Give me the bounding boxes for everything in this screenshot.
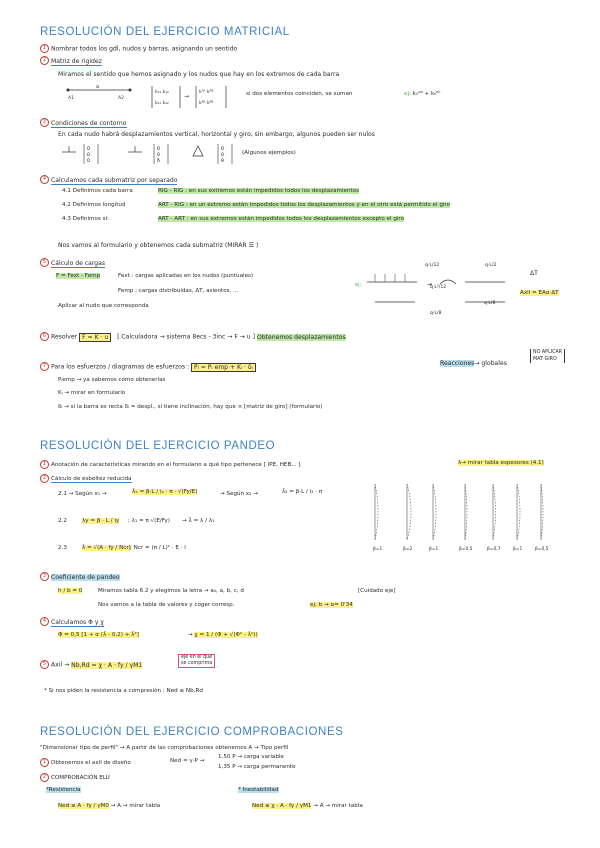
step4-2-label: 4.2 Definimos longitud [62, 202, 126, 208]
bar-sketch-diagram [60, 84, 140, 106]
step5-femp: Femp : cargas distribuidas, ΔT, asientos, ... [118, 288, 239, 294]
step4-3-label: 4.3 Definimos si: [62, 216, 109, 222]
comprob-step1 [40, 758, 131, 767]
comprob-step2-text: COMPROBACIÓN ELU [51, 775, 110, 781]
step4-end: Nos vamos al formulario y obtenemos cada submatriz (MIRAR ☰ ) [58, 242, 259, 249]
step-number: 2 [40, 773, 49, 782]
svg-text:A1: A1 [68, 96, 74, 101]
svg-text:A2: A2 [118, 96, 124, 101]
matricial-step7 [40, 362, 256, 372]
step6-formula: F = K · u [79, 333, 111, 342]
reactions-label: Reacciones [440, 360, 475, 367]
step6-calc: Calculadora → sistema 8ecs - 3inc → F → u [121, 333, 251, 341]
step3-note: (Algunos ejemplos) [242, 150, 296, 156]
axil-dt-text: Axil = EAα·ΔT [520, 290, 559, 296]
step3-text2: Nos vamos a la tabla de valores y coger corresp. [98, 602, 235, 608]
no-aplicar-box [530, 349, 565, 363]
svg-text:k₂₁ k₂₂: k₂₁ k₂₂ [155, 101, 169, 106]
step-number: 6 [40, 332, 49, 341]
beta-label-2: β=2 [403, 547, 413, 552]
formula-2-1b [132, 489, 197, 496]
resistencia-title [46, 787, 81, 794]
comprob-permanente: 1,35 P → carga permanente [218, 764, 296, 770]
step-number: 1 [40, 44, 49, 53]
pandeo-step4-title-text: Calculamos Φ y χ [51, 618, 104, 626]
step3-example [310, 602, 353, 609]
matricial-step2-title [40, 56, 102, 66]
matricial-step6: 6 Resolver F = K · u [ Calculadora → sistema 8ecs - 3inc → F → u ] Obtenemos desplazamientos [40, 332, 346, 342]
beta-label-1: β=1 [373, 547, 383, 552]
pandeo-star-note: * Si nos piden la resistencia a compresión : Ned ≤ Nb,Rd [44, 688, 203, 694]
step3-title: Condiciones de contorno [51, 119, 127, 127]
load-label-5: q·L/8 [430, 311, 442, 316]
step4-2-text [158, 202, 450, 209]
matricial-step5-title [40, 258, 105, 268]
step-number: 1 [40, 460, 49, 469]
mat-giro-text: MAT GIRO [533, 357, 557, 362]
svg-text:θ: θ [221, 159, 224, 164]
formula-2-1c: → Según x₂ → [220, 491, 258, 497]
step7-text: Para los esfuerzos / diagramas de esfuerzos : [51, 363, 190, 371]
comprob-step1-text: Obtenemos el axil de diseño [51, 760, 131, 766]
art-art-text: ART - ART : en sus extremos están impedidos todos los desplazamientos excepto el giro [158, 216, 405, 222]
step2-note: si dos elementos coinciden, se suman [246, 91, 353, 97]
resistencia-formula [58, 803, 160, 810]
svg-text:→: → [184, 93, 190, 100]
step6-result: Obtenemos desplazamientos [256, 333, 346, 341]
step6-label: Resolver [51, 333, 78, 341]
stiffness-matrix-diagram [150, 84, 300, 114]
step2-sum: ej: kᵢᵢᴬᴮ + kᵢᵢᴮᶜ [404, 91, 441, 97]
pandeo-step2-title-text: Cálculo de esbeltez reducida [51, 476, 132, 482]
svg-text:0: 0 [221, 153, 224, 158]
pandeo-step3-title [40, 572, 120, 582]
svg-text:δ: δ [157, 159, 160, 164]
formula-2-1d: λ̄₂ = β·L / i₂ · π [282, 489, 323, 495]
eje-note-1: eje en el que [181, 655, 213, 660]
inestabilidad-formula [252, 803, 363, 810]
buckling-columns-diagram [365, 478, 565, 552]
eje-note-2: se comprima [181, 661, 213, 666]
nbrd-formula: Nb,Rd = χ · A · fy / γM1 [71, 661, 143, 669]
step-number: 3 [40, 118, 49, 127]
pandeo-step3-title-text: Coeficiente de pandeo [51, 573, 120, 581]
step4-3-text [158, 216, 404, 223]
resistencia-title-text: *Resistencia [46, 787, 81, 793]
art-rig-text: ART - RIG : en un extremo están impedidos todos los desplazamientos y en el otro está permitido el giro [158, 202, 451, 208]
pandeo-step1b-text: λ→ mirar tabla espesores (4.1) [458, 460, 544, 466]
formula-2-3b [82, 545, 131, 552]
eje-note-box [178, 654, 215, 668]
hb-fraction: h / b = 0 [58, 588, 83, 594]
svg-text:ej:: ej: [355, 282, 362, 288]
step7-b: Kᵢ → mirar en formulario [58, 390, 126, 396]
step1-text: Nombrar todos los gdl, nudos y barras, asignando un sentido [51, 45, 238, 53]
svg-text:a: a [96, 84, 100, 90]
lambda-y-formula: λy = β · L / iy [82, 518, 120, 524]
beta-label-4: β=0,5 [459, 547, 473, 552]
load-label-4: q·L/8 [484, 301, 496, 306]
pandeo-step5 [40, 660, 142, 670]
formula-2-3a: 2.3 [58, 545, 67, 551]
inestabilidad-formula-text: Ned ≤ χ · A · fy / γM1 [252, 803, 312, 809]
step-number: 2 [40, 56, 49, 65]
formula-2-1a: 2.1 → Según x₁ → [58, 491, 107, 497]
step5-apply: Aplicar al nudo que corresponda [58, 303, 149, 309]
pandeo-step2-title [40, 474, 132, 483]
chi-formula: → χ = 1 / (Φ + √(Φ² - λ̄²)) [188, 632, 258, 638]
step4-title: Calculamos cada submatriz por separado [51, 176, 178, 184]
step7-formula: Pᵢ = Pᵢ emp + Kᵢ · δᵢ [191, 363, 256, 372]
step2-title: Matriz de rigidez [51, 57, 102, 65]
formula-2-3c: ; Ncr = (π / L)² · E · I [130, 545, 186, 551]
step-number: 1 [40, 758, 49, 767]
svg-text:kᴮᴬ kᴮᴮ: kᴮᴬ kᴮᴮ [199, 101, 214, 106]
beta-label-6: β=1 [513, 547, 523, 552]
formula-2-2c: ; λ₁ = π √(E/Fy) [128, 518, 170, 524]
comprob-intro: "Dimensionar tipo de perfil" → A partir de las comprobaciones obtenemos A → Tipo perfil [40, 745, 289, 751]
global-label: → globales [474, 360, 507, 367]
step5-title: Cálculo de cargas [51, 259, 106, 267]
load-label-3: q·L²/12 [430, 285, 447, 290]
inestabilidad-title [238, 787, 279, 794]
inestabilidad-end: → A → mirar tabla [313, 803, 363, 809]
axil-label: Axil → [51, 661, 70, 669]
pandeo-step1 [40, 460, 301, 469]
step5-formula [56, 273, 100, 280]
matricial-step2-text: Miramos el sentido que hemos asignado y los nudos que hay en los extremos de cada barra [58, 71, 340, 78]
step-number: 4 [40, 175, 49, 184]
svg-text:0: 0 [87, 159, 90, 164]
beta-label-7: β=0,5 [535, 547, 549, 552]
step-number: 4 [40, 617, 49, 626]
matricial-step1 [40, 44, 237, 54]
formula-2-2a: 2.2 [58, 518, 67, 524]
section-title-pandeo: RESOLUCIÓN DEL EJERCICIO PANDEO [40, 440, 276, 452]
step-number: 2 [40, 474, 49, 483]
step3-care: [Cuidado eje] [358, 588, 396, 594]
load-label-1: q·L/12 [425, 263, 440, 268]
step7-c: δᵢ → si la barra es recta δᵢ = despl., si tiene inclinación, hay que × [matriz de giro] (formulario) [58, 404, 323, 410]
step7-reactions [440, 360, 507, 368]
lambda-ncr-formula: λ̄ = √(A · fy / Ncr) [82, 545, 131, 551]
svg-text:k₁₁ k₁₂: k₁₁ k₁₂ [155, 90, 169, 95]
axil-dt-formula [520, 290, 559, 297]
phi-formula-text: Φ = 0,5 [1 + α (λ̄ - 0,2) + λ̄²] [58, 632, 139, 638]
step-number: 5 [40, 660, 49, 669]
step2-sum-text: kᵢᵢᴬᴮ + kᵢᵢᴮᶜ [412, 91, 441, 97]
alpha-example: ej: b → α= 0'34 [310, 602, 353, 608]
rig-rig-text: RIG - RIG : en sus extremos están impedidos todos los desplazamientos [158, 188, 360, 194]
step4-1-label: 4.1 Definimos cada barra [62, 188, 133, 194]
step3-text: Miramos tabla 6.2 y elegimos la letra → a₀, a, b, c, d [98, 588, 244, 594]
chi-formula-text: χ = 1 / (Φ + √(Φ² - λ̄²)) [194, 632, 258, 638]
svg-text:0: 0 [87, 147, 90, 152]
pandeo-step1b [458, 460, 544, 467]
pandeo-step4-title [40, 617, 104, 627]
formula-2-2b [82, 518, 119, 525]
pandeo-step1-text: Anotación de características mirando en el formulario a qué tipo pertenece [ IPE, HEB... ] [51, 462, 301, 468]
comprob-step2 [40, 773, 110, 782]
comprob-ned: Ned = γ·P → [170, 758, 205, 764]
step4-1-text [158, 188, 359, 195]
svg-text:0: 0 [87, 153, 90, 158]
step-number: 3 [40, 572, 49, 581]
step-number: 7 [40, 362, 49, 371]
svg-text:→: → [427, 281, 433, 288]
matricial-step3-title [40, 118, 127, 128]
svg-text:0: 0 [221, 147, 224, 152]
comprob-variable: 1,50 P → carga variable [218, 754, 284, 760]
force-formula: F = Fext - Femp [56, 273, 101, 279]
step-number: 5 [40, 258, 49, 267]
step7-a: Pᵢemp → ya sabemos cómo obtenerlas [58, 377, 166, 383]
matricial-step3-text: En cada nudo habrá desplazamientos vertical, horizontal y giro, sin embargo, algunos pueden ser nulos [58, 131, 375, 138]
svg-text:kᴬᴬ kᴬᴮ: kᴬᴬ kᴬᴮ [199, 90, 214, 95]
lambda-x-formula: λ̄ₓ = β·L / iₓ · π · √(Fy/E) [132, 489, 198, 495]
inestabilidad-title-text: * Inestabilidad [238, 787, 279, 793]
step4-end-text: Nos vamos al formulario y obtenemos cada submatriz (MIRAR [58, 242, 247, 249]
svg-text:0: 0 [157, 147, 160, 152]
delta-t-label: ΔT [530, 270, 538, 277]
formula-2-2d: → λ̄ = λ / λ₁ [182, 518, 215, 524]
step5-fext: Fext : cargas aplicadas en los nudos (puntuales) [118, 273, 254, 279]
section-title-matricial: RESOLUCIÓN DEL EJERCICIO MATRICIAL [40, 26, 290, 38]
no-aplicar-text: NO APLICAR [533, 350, 563, 355]
load-label-2: q·L/2 [485, 263, 497, 268]
phi-formula [58, 632, 139, 639]
beta-label-3: β=1 [429, 547, 439, 552]
svg-text:0: 0 [157, 153, 160, 158]
matricial-step4-title [40, 175, 177, 185]
resistencia-end: → A → mirar tabla [110, 803, 161, 809]
section-title-comprobaciones: RESOLUCIÓN DEL EJERCICIO COMPROBACIONES [40, 726, 344, 738]
step3-fraction [58, 588, 82, 595]
resistencia-formula-text: Ned ≤ A · fy / γM0 [58, 803, 109, 809]
beta-label-5: β=0,7 [487, 547, 501, 552]
